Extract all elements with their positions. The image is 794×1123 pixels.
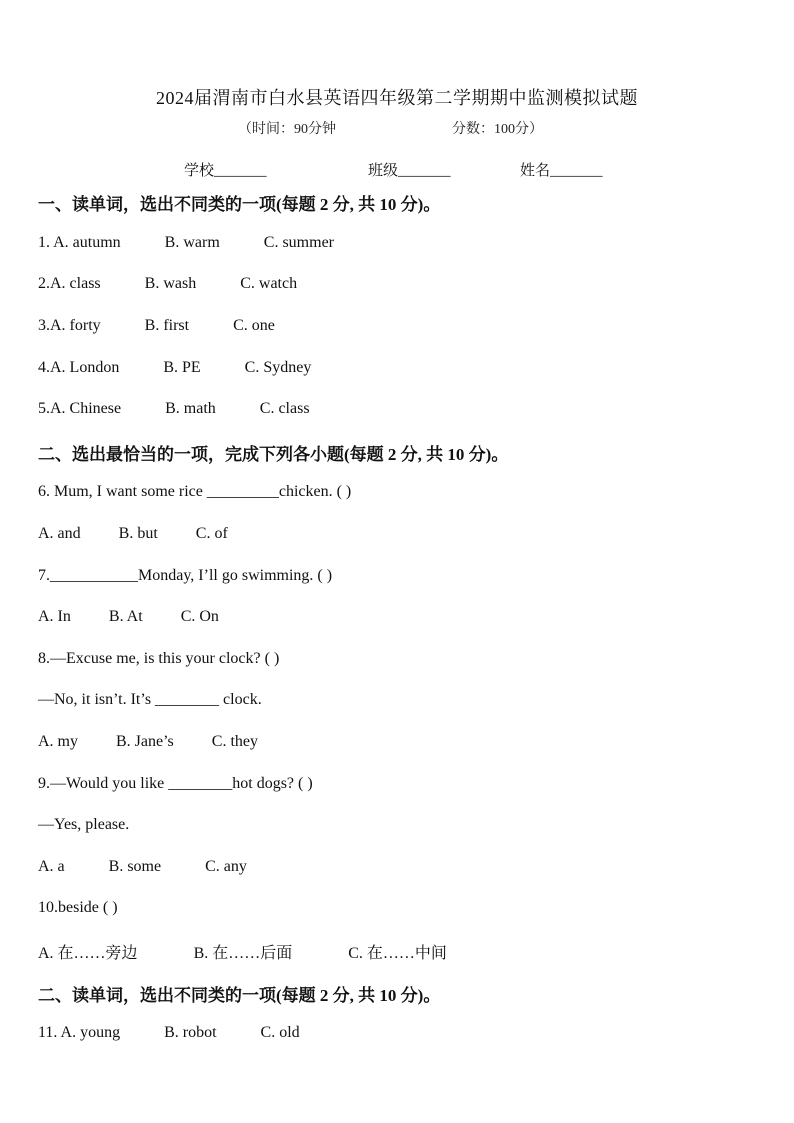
question-3 — [38, 317, 275, 335]
option-c: C. of — [195, 525, 228, 542]
option-c: C. they — [211, 733, 258, 750]
page-title: 2024届渭南市白水县英语四年级第二学期期中监测模拟试题 — [156, 88, 638, 108]
option-a: A. and — [38, 525, 81, 542]
name-field: 姓名_______ — [520, 163, 603, 179]
class-field: 班级_______ — [368, 163, 451, 179]
question-4 — [38, 359, 311, 377]
option-a: 11. A. young — [38, 1024, 121, 1041]
option-c: C. any — [205, 858, 247, 875]
option-b: B. math — [165, 400, 216, 417]
option-c: C. watch — [240, 275, 298, 292]
option-c: C. 在……中间 — [348, 945, 447, 962]
option-b: B. At — [108, 608, 143, 625]
option-b: B. first — [144, 317, 190, 334]
section-heading-3: 二、读单词，选出不同类的一项(每题 2 分, 共 10 分)。 — [38, 986, 441, 1005]
question-8-reply: —No, it isn’t. It’s ________ clock. — [38, 691, 262, 708]
option-a: 2.A. class — [38, 275, 101, 292]
option-a: A. 在……旁边 — [38, 945, 138, 962]
question-6-stem: 6. Mum, I want some rice _________chicken. ( ) — [38, 483, 352, 500]
option-b: B. warm — [164, 234, 220, 251]
option-c: C. old — [260, 1024, 300, 1041]
question-8-stem: 8.—Excuse me, is this your clock? ( ) — [38, 650, 280, 667]
option-a: A. In — [38, 608, 71, 625]
question-11 — [38, 1024, 300, 1042]
question-9-reply: —Yes, please. — [38, 816, 130, 833]
option-b: B. robot — [164, 1024, 217, 1041]
question-1 — [38, 234, 334, 252]
option-c: C. Sydney — [244, 359, 312, 376]
option-b: B. 在……后面 — [193, 945, 293, 962]
section-heading-1: 一、读单词，选出不同类的一项(每题 2 分, 共 10 分)。 — [38, 195, 441, 214]
question-10-options — [38, 940, 447, 963]
option-a: 4.A. London — [38, 359, 120, 376]
section-heading-2: 二、选出最恰当的一项，完成下列各小题(每题 2 分, 共 10 分)。 — [38, 445, 509, 464]
question-6-options — [38, 525, 228, 543]
option-c: C. On — [180, 608, 219, 625]
option-b: B. Jane’s — [116, 733, 174, 750]
school-field: 学校_______ — [184, 163, 267, 179]
option-b: B. wash — [144, 275, 197, 292]
option-a: 3.A. forty — [38, 317, 101, 334]
question-9-options — [38, 858, 247, 876]
option-b: B. but — [118, 525, 158, 542]
question-9-stem: 9.—Would you like ________hot dogs? ( ) — [38, 775, 313, 792]
exam-score: 分数：100分） — [452, 122, 543, 137]
option-a: A. my — [38, 733, 78, 750]
option-c: C. summer — [263, 234, 334, 251]
option-c: C. class — [259, 400, 310, 417]
question-7-stem: 7.___________Monday, I’ll go swimming. ( ) — [38, 567, 333, 584]
question-5 — [38, 400, 310, 418]
question-7-options — [38, 608, 219, 626]
option-a: 1. A. autumn — [38, 234, 121, 251]
exam-time: （时间：90分钟 — [238, 122, 336, 137]
question-2 — [38, 275, 297, 293]
option-c: C. one — [233, 317, 275, 334]
question-8-options — [38, 733, 258, 751]
question-10-stem: 10.beside ( ) — [38, 899, 118, 916]
option-b: B. PE — [163, 359, 201, 376]
option-a: A. a — [38, 858, 65, 875]
option-a: 5.A. Chinese — [38, 400, 122, 417]
option-b: B. some — [108, 858, 162, 875]
